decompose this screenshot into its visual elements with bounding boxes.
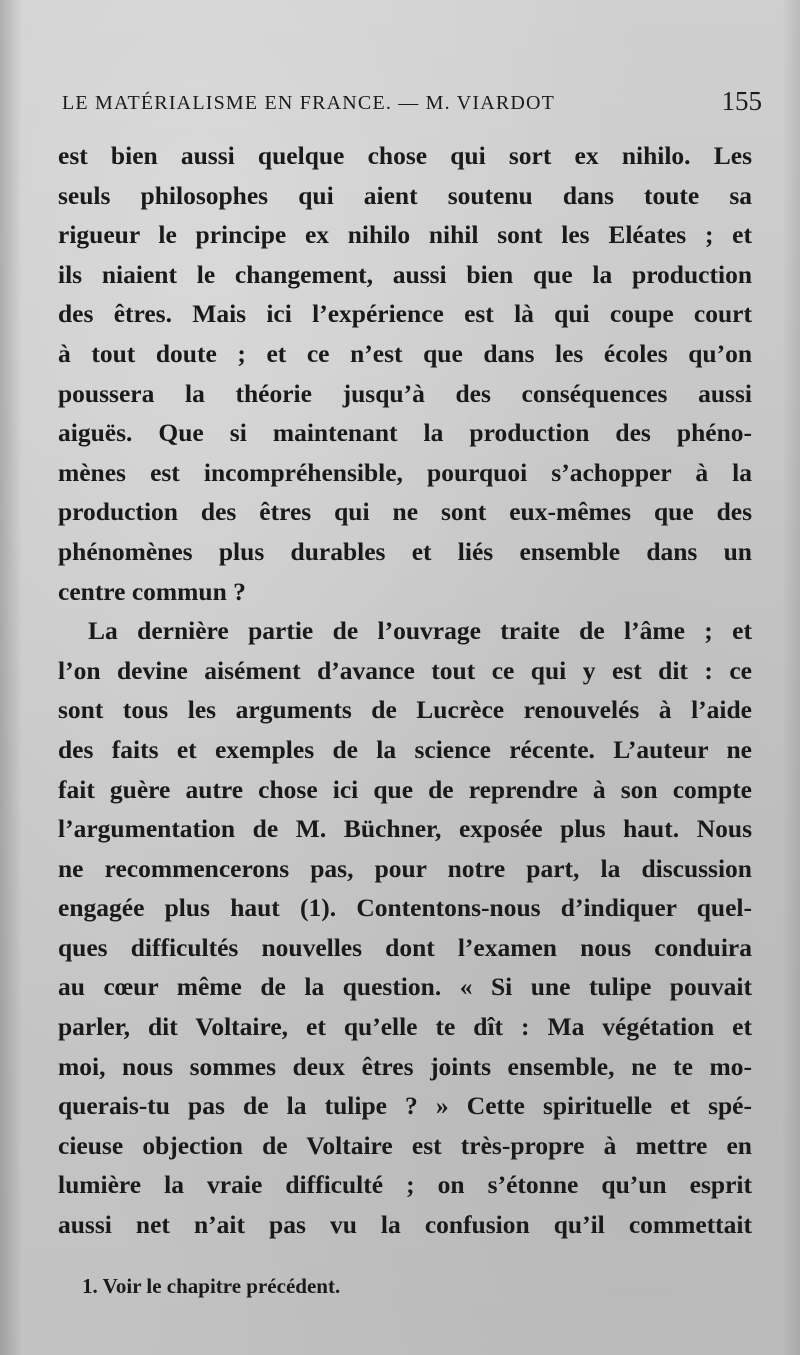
running-head-title: LE MATÉRIALISME EN FRANCE. — M. VIARDOT (62, 92, 556, 114)
text-line: mènes est incompréhensible, pourquoi s’achopper à la (58, 457, 752, 487)
text-line: centre commun ? (58, 576, 246, 606)
text-line: à tout doute ; et ce n’est que dans les écoles qu’on (58, 338, 752, 368)
text-line: ne recommencerons pas, pour notre part, la discussion (58, 853, 752, 883)
text-line: des êtres. Mais ici l’expérience est là qui coupe court (58, 299, 752, 329)
text-line: engagée plus haut (1). Contentons-nous d’indiquer quel- (58, 893, 752, 923)
text-line: moi, nous sommes deux êtres joints ensemble, ne te mo- (58, 1051, 752, 1081)
footnote: 1. Voir le chapitre précédent. (82, 1274, 341, 1298)
text-line: des faits et exemples de la science récente. L’auteur ne (58, 734, 752, 764)
text-line: est bien aussi quelque chose qui sort ex nihilo. Les (58, 141, 752, 170)
running-head (62, 86, 762, 120)
text-line: sont tous les arguments de Lucrèce renouvelés à l’aide (58, 695, 752, 725)
page-edge-shadow (782, 0, 800, 1355)
text-line: cieuse objection de Voltaire est très-propre à mettre en (58, 1130, 752, 1160)
text-line: l’argumentation de M. Büchner, exposée plus haut. Nous (58, 814, 752, 844)
text-line: ques difficultés nouvelles dont l’examen nous conduira (58, 932, 752, 962)
spine-shadow (0, 0, 22, 1355)
body-text (58, 136, 752, 1245)
text-line: rigueur le principe ex nihilo nihil sont les Eléates ; et (58, 220, 752, 250)
text-line: l’on devine aisément d’avance tout ce qui y est dit : ce (58, 655, 752, 685)
text-line: aussi net n’ait pas vu la confusion qu’il commettait (58, 1210, 752, 1240)
text-line: ils niaient le changement, aussi bien que la production (58, 259, 752, 289)
text-line: phénomènes plus durables et liés ensemble dans un (58, 536, 752, 566)
page-number: 155 (721, 86, 762, 116)
text-line: fait guère autre chose ici que de reprendre à son compte (58, 774, 752, 804)
text-line-paragraph-start: La dernière partie de l’ouvrage traite de l’âme ; et (88, 616, 752, 646)
text-line: au cœur même de la question. « Si une tulipe pouvait (58, 972, 752, 1002)
text-line: seuls philosophes qui aient soutenu dans toute sa (58, 180, 752, 210)
text-line: aiguës. Que si maintenant la production des phéno- (58, 418, 752, 448)
text-line: querais-tu pas de la tulipe ? » Cette spirituelle et spé- (58, 1091, 752, 1121)
text-line: production des êtres qui ne sont eux-mêmes que des (58, 497, 752, 527)
text-line: lumière la vraie difficulté ; on s’étonne qu’un esprit (58, 1170, 752, 1200)
text-line: parler, dit Voltaire, et qu’elle te dît : Ma végétation et (58, 1012, 752, 1042)
text-line: poussera la théorie jusqu’à des conséquences aussi (58, 378, 752, 408)
